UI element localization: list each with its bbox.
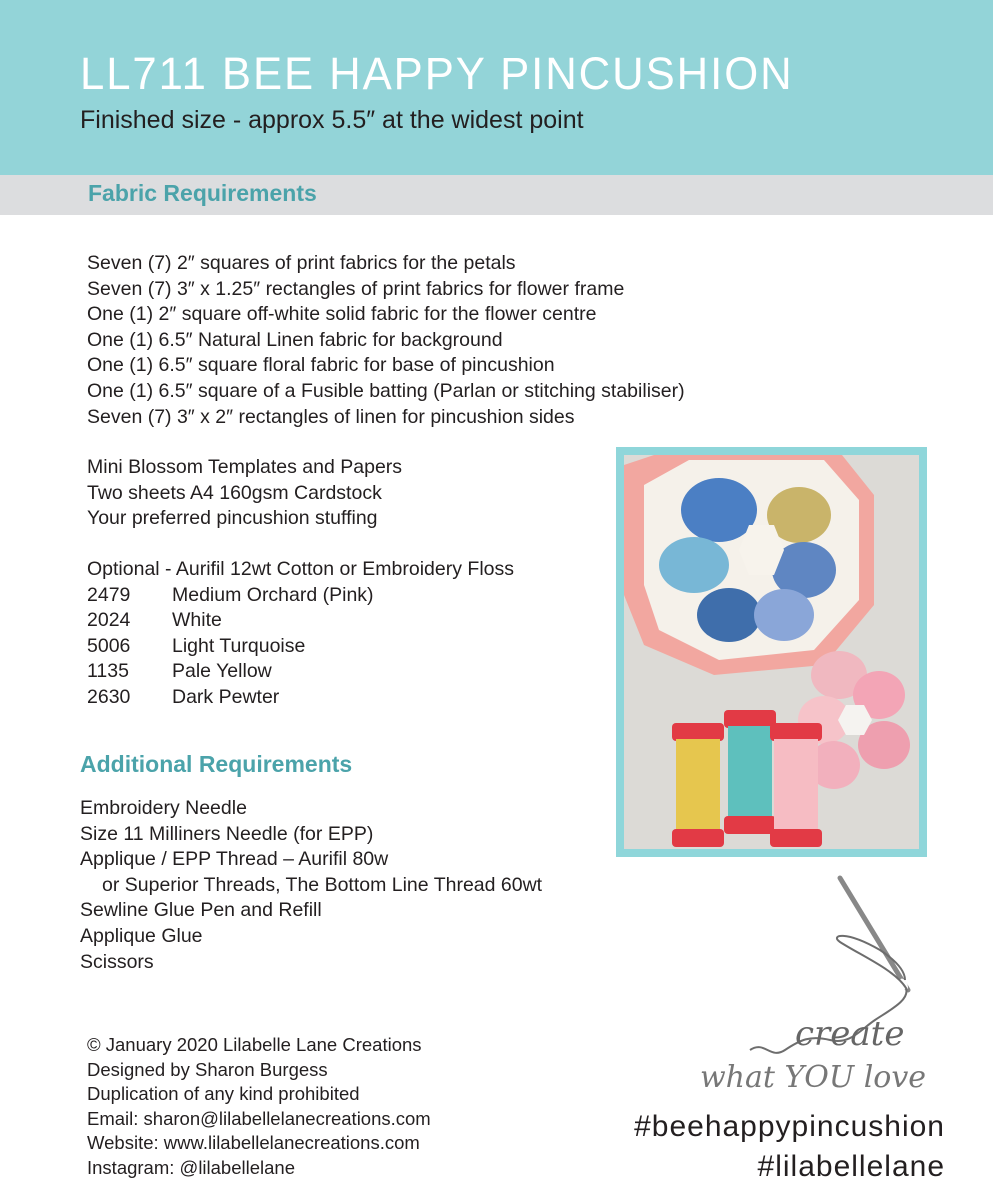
thread-name: Dark Pewter <box>172 685 280 708</box>
thread-code: 5006 <box>87 634 131 657</box>
thread-spool-turquoise <box>724 710 776 834</box>
thread-code: 1135 <box>87 660 129 683</box>
thread-row <box>87 634 514 660</box>
thread-spool-pink <box>770 723 822 847</box>
list-item: One (1) 6.5″ square floral fabric for base of pincushion <box>87 354 555 377</box>
thread-code: 2630 <box>87 685 131 708</box>
thread-name: Medium Orchard (Pink) <box>172 583 374 606</box>
list-item: Your preferred pincushion stuffing <box>87 507 378 530</box>
hashtag-pattern: #beehappypincushion <box>634 1110 945 1143</box>
list-item: Scissors <box>80 950 154 973</box>
fabric-requirements-heading: Fabric Requirements <box>88 180 317 206</box>
thread-name: Pale Yellow <box>172 660 272 683</box>
thread-spool-yellow <box>672 723 724 847</box>
needle-icon <box>840 878 908 990</box>
list-item: Seven (7) 3″ x 1.25″ rectangles of print fabrics for flower frame <box>87 277 625 300</box>
list-item: Mini Blossom Templates and Papers <box>87 456 403 478</box>
thread-row <box>87 685 514 711</box>
list-item: Two sheets A4 160gsm Cardstock <box>87 481 382 504</box>
thread-code: 2024 <box>87 609 131 632</box>
list-item: Size 11 Milliners Needle (for EPP) <box>80 822 374 845</box>
hashtag-brand: #lilabellelane <box>757 1150 945 1183</box>
footer-info <box>87 1033 431 1180</box>
product-photo <box>624 455 919 849</box>
thread-name: White <box>172 609 222 632</box>
supplies-list <box>87 455 402 532</box>
list-item: Applique Glue <box>80 924 203 947</box>
list-item: Applique / EPP Thread – Aurifil 80w <box>80 848 389 871</box>
additional-requirements-heading: Additional Requirements <box>80 751 353 777</box>
product-photo-frame <box>616 447 927 857</box>
thread-code: 2479 <box>87 583 131 606</box>
email-line[interactable]: Email: sharon@lilabellelanecreations.com <box>87 1107 431 1129</box>
thread-row <box>87 608 514 634</box>
page-subtitle: Finished size - approx 5.5″ at the widest point <box>80 106 584 134</box>
thread-row <box>87 583 514 609</box>
list-item: One (1) 6.5″ square of a Fusible batting (Parlan or stitching stabiliser) <box>87 379 685 402</box>
threads-heading: Optional - Aurifil 12wt Cotton or Embroidery Floss <box>87 558 515 580</box>
header-banner <box>0 0 993 175</box>
list-item: Seven (7) 2″ squares of print fabrics for the petals <box>87 252 516 274</box>
thread-name: Light Turquoise <box>172 634 306 657</box>
fabric-list <box>87 251 685 430</box>
list-item: Seven (7) 3″ x 2″ rectangles of linen for pincushion sides <box>87 405 575 428</box>
duplication-notice: Duplication of any kind prohibited <box>87 1083 360 1104</box>
pincushion-illustration <box>624 455 919 849</box>
copyright-line: © January 2020 Lilabelle Lane Creations <box>87 1034 422 1055</box>
additional-list <box>80 796 542 975</box>
logo-script-text: create <box>795 1014 905 1054</box>
logo-tagline: what YOU love <box>700 1060 927 1095</box>
thread-row <box>87 659 514 685</box>
list-item: One (1) 2″ square off-white solid fabric for the flower centre <box>87 303 597 326</box>
list-item: One (1) 6.5″ Natural Linen fabric for background <box>87 328 503 351</box>
threads-list <box>87 557 514 711</box>
list-item: Embroidery Needle <box>80 797 247 819</box>
list-item: Sewline Glue Pen and Refill <box>80 899 322 922</box>
instagram-line[interactable]: Instagram: @lilabellelane <box>87 1156 295 1178</box>
website-line[interactable]: Website: www.lilabellelanecreations.com <box>87 1132 420 1153</box>
designer-line: Designed by Sharon Burgess <box>87 1058 328 1080</box>
list-item: or Superior Threads, The Bottom Line Thread 60wt <box>102 873 543 896</box>
page-title: LL711 BEE HAPPY PINCUSHION <box>80 48 794 99</box>
